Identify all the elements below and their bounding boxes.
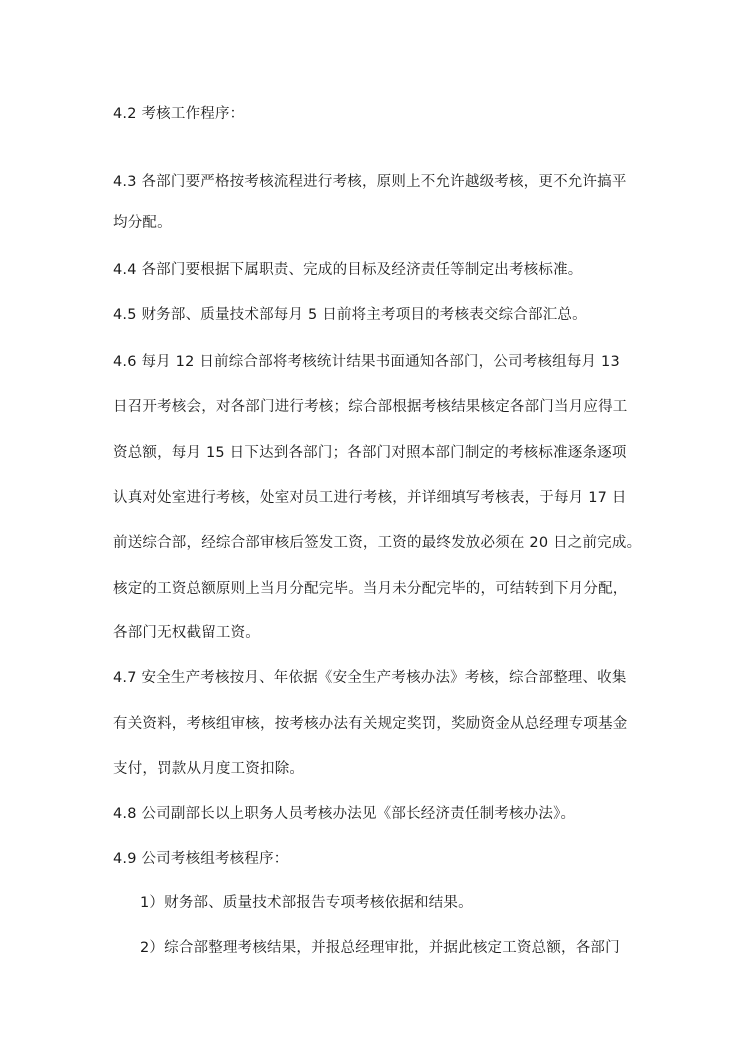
- paragraph-4-6-line-1: 4.6 每月 12 日前综合部将考核统计结果书面通知各部门，公司考核组每月 13: [113, 354, 620, 370]
- paragraph-4-6-line-3: 资总额，每月 15 日下达到各部门；各部门对照本部门制定的考核标准逐条逐项: [113, 445, 627, 461]
- paragraph-4-3-line-2: 均分配。: [113, 215, 172, 231]
- paragraph-4-8: 4.8 公司副部长以上职务人员考核办法见《部长经济责任制考核办法》。: [113, 806, 576, 822]
- paragraph-4-3-line-1: 4.3 各部门要严格按考核流程进行考核，原则上不允许越级考核，更不允许搞平: [113, 174, 627, 190]
- paragraph-4-6-line-4: 认真对处室进行考核，处室对员工进行考核，并详细填写考核表，于每月 17 日: [113, 490, 627, 506]
- heading-4-9: 4.9 公司考核组考核程序：: [113, 851, 289, 867]
- paragraph-4-4: 4.4 各部门要根据下属职责、完成的目标及经济责任等制定出考核标准。: [113, 262, 583, 278]
- paragraph-4-7-line-3: 支付，罚款从月度工资扣除。: [113, 761, 305, 777]
- paragraph-4-6-line-7: 各部门无权截留工资。: [113, 625, 260, 641]
- paragraph-4-6-line-6: 核定的工资总额原则上当月分配完毕。当月未分配完毕的，可结转到下月分配，: [113, 581, 628, 597]
- paragraph-4-7-line-1: 4.7 安全生产考核按月、年依据《安全生产考核办法》考核，综合部整理、收集: [113, 670, 627, 686]
- heading-4-2: 4.2 考核工作程序：: [113, 106, 245, 122]
- paragraph-4-6-line-2: 日召开考核会，对各部门进行考核；综合部根据考核结果核定各部门当月应得工: [113, 399, 628, 415]
- paragraph-4-6-line-5: 前送综合部，经综合部审核后签发工资，工资的最终发放必须在 20 日之前完成。: [113, 535, 642, 551]
- list-item-1: 1）财务部、质量技术部报告专项考核依据和结果。: [140, 895, 473, 911]
- paragraph-4-7-line-2: 有关资料，考核组审核，按考核办法有关规定奖罚，奖励资金从总经理专项基金: [113, 716, 628, 732]
- list-item-2: 2）综合部整理考核结果，并报总经理审批，并据此核定工资总额，各部门: [140, 940, 620, 956]
- paragraph-4-5: 4.5 财务部、质量技术部每月 5 日前将主考项目的考核表交综合部汇总。: [113, 307, 587, 323]
